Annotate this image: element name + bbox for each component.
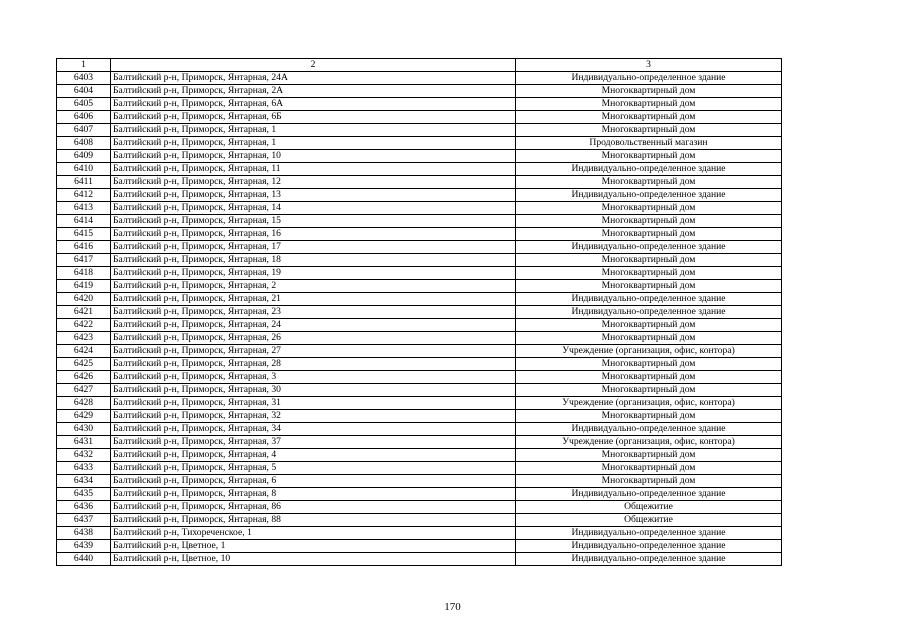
row-number-cell: 6411	[57, 176, 111, 189]
object-type-cell: Многоквартирный дом	[516, 111, 782, 124]
table-row	[57, 436, 782, 449]
object-type-cell: Многоквартирный дом	[516, 475, 782, 488]
document-table	[56, 58, 782, 566]
object-type-cell: Многоквартирный дом	[516, 202, 782, 215]
object-type-cell: Многоквартирный дом	[516, 85, 782, 98]
address-cell: Балтийский р-н, Приморск, Янтарная, 21	[111, 293, 516, 306]
row-number-cell: 6415	[57, 228, 111, 241]
address-cell: Балтийский р-н, Приморск, Янтарная, 24	[111, 319, 516, 332]
address-cell: Балтийский р-н, Тихореченское, 1	[111, 527, 516, 540]
row-number-cell: 6424	[57, 345, 111, 358]
row-number-cell: 6423	[57, 332, 111, 345]
table-row	[57, 124, 782, 137]
row-number-cell: 6422	[57, 319, 111, 332]
table-header-row	[57, 59, 782, 72]
table-row	[57, 475, 782, 488]
table-row	[57, 501, 782, 514]
address-cell: Балтийский р-н, Приморск, Янтарная, 12	[111, 176, 516, 189]
object-type-cell: Учреждение (организация, офис, контора)	[516, 397, 782, 410]
address-cell: Балтийский р-н, Приморск, Янтарная, 17	[111, 241, 516, 254]
table-row	[57, 176, 782, 189]
row-number-cell: 6430	[57, 423, 111, 436]
address-cell: Балтийский р-н, Приморск, Янтарная, 2А	[111, 85, 516, 98]
row-number-cell: 6419	[57, 280, 111, 293]
object-type-cell: Многоквартирный дом	[516, 384, 782, 397]
address-cell: Балтийский р-н, Приморск, Янтарная, 16	[111, 228, 516, 241]
row-number-cell: 6408	[57, 137, 111, 150]
row-number-cell: 6404	[57, 85, 111, 98]
object-type-cell: Учреждение (организация, офис, контора)	[516, 436, 782, 449]
row-number-cell: 6427	[57, 384, 111, 397]
row-number-cell: 6414	[57, 215, 111, 228]
table-row	[57, 111, 782, 124]
row-number-cell: 6426	[57, 371, 111, 384]
table-row	[57, 345, 782, 358]
row-number-cell: 6406	[57, 111, 111, 124]
address-cell: Балтийский р-н, Приморск, Янтарная, 18	[111, 254, 516, 267]
table-row	[57, 514, 782, 527]
address-cell: Балтийский р-н, Цветное, 1	[111, 540, 516, 553]
table-row	[57, 553, 782, 566]
table-row	[57, 137, 782, 150]
table-row	[57, 488, 782, 501]
address-cell: Балтийский р-н, Приморск, Янтарная, 15	[111, 215, 516, 228]
row-number-cell: 6412	[57, 189, 111, 202]
address-cell: Балтийский р-н, Приморск, Янтарная, 2	[111, 280, 516, 293]
row-number-cell: 6432	[57, 449, 111, 462]
table-row	[57, 72, 782, 85]
object-type-cell: Многоквартирный дом	[516, 410, 782, 423]
object-type-cell: Индивидуально-определенное здание	[516, 540, 782, 553]
object-type-cell: Продовольственный магазин	[516, 137, 782, 150]
address-cell: Балтийский р-н, Приморск, Янтарная, 24А	[111, 72, 516, 85]
address-cell: Балтийский р-н, Приморск, Янтарная, 28	[111, 358, 516, 371]
row-number-cell: 6425	[57, 358, 111, 371]
row-number-cell: 6435	[57, 488, 111, 501]
row-number-cell: 6416	[57, 241, 111, 254]
address-cell: Балтийский р-н, Приморск, Янтарная, 26	[111, 332, 516, 345]
row-number-cell: 6434	[57, 475, 111, 488]
row-number-cell: 6429	[57, 410, 111, 423]
table-row	[57, 410, 782, 423]
object-type-cell: Индивидуально-определенное здание	[516, 423, 782, 436]
address-cell: Балтийский р-н, Приморск, Янтарная, 37	[111, 436, 516, 449]
row-number-cell: 6417	[57, 254, 111, 267]
address-cell: Балтийский р-н, Приморск, Янтарная, 5	[111, 462, 516, 475]
table-row	[57, 371, 782, 384]
address-cell: Балтийский р-н, Цветное, 10	[111, 553, 516, 566]
address-cell: Балтийский р-н, Приморск, Янтарная, 6А	[111, 98, 516, 111]
row-number-cell: 6436	[57, 501, 111, 514]
object-type-cell: Индивидуально-определенное здание	[516, 241, 782, 254]
row-number-cell: 6428	[57, 397, 111, 410]
table-body	[57, 72, 782, 566]
object-type-cell: Индивидуально-определенное здание	[516, 189, 782, 202]
object-type-cell: Индивидуально-определенное здание	[516, 553, 782, 566]
object-type-cell: Многоквартирный дом	[516, 267, 782, 280]
object-type-cell: Многоквартирный дом	[516, 228, 782, 241]
address-cell: Балтийский р-н, Приморск, Янтарная, 14	[111, 202, 516, 215]
address-cell: Балтийский р-н, Приморск, Янтарная, 1	[111, 124, 516, 137]
table-row	[57, 332, 782, 345]
object-type-cell: Многоквартирный дом	[516, 215, 782, 228]
address-cell: Балтийский р-н, Приморск, Янтарная, 4	[111, 449, 516, 462]
address-cell: Балтийский р-н, Приморск, Янтарная, 10	[111, 150, 516, 163]
table-row	[57, 163, 782, 176]
row-number-cell: 6421	[57, 306, 111, 319]
table-row	[57, 254, 782, 267]
object-type-cell: Многоквартирный дом	[516, 371, 782, 384]
row-number-cell: 6440	[57, 553, 111, 566]
address-cell: Балтийский р-н, Приморск, Янтарная, 88	[111, 514, 516, 527]
table-row	[57, 462, 782, 475]
row-number-cell: 6438	[57, 527, 111, 540]
row-number-cell: 6413	[57, 202, 111, 215]
table-row	[57, 423, 782, 436]
table-row	[57, 189, 782, 202]
table-row	[57, 397, 782, 410]
table-row	[57, 85, 782, 98]
address-cell: Балтийский р-н, Приморск, Янтарная, 30	[111, 384, 516, 397]
address-cell: Балтийский р-н, Приморск, Янтарная, 11	[111, 163, 516, 176]
address-cell: Балтийский р-н, Приморск, Янтарная, 6	[111, 475, 516, 488]
address-cell: Балтийский р-н, Приморск, Янтарная, 34	[111, 423, 516, 436]
table-row	[57, 306, 782, 319]
page-number: 170	[444, 601, 461, 613]
header-col-2: 2	[111, 59, 516, 72]
row-number-cell: 6433	[57, 462, 111, 475]
object-type-cell: Общежитие	[516, 514, 782, 527]
address-cell: Балтийский р-н, Приморск, Янтарная, 3	[111, 371, 516, 384]
table-row	[57, 449, 782, 462]
table-row	[57, 319, 782, 332]
table-row	[57, 540, 782, 553]
table-row	[57, 280, 782, 293]
row-number-cell: 6409	[57, 150, 111, 163]
object-type-cell: Многоквартирный дом	[516, 150, 782, 163]
object-type-cell: Общежитие	[516, 501, 782, 514]
table-row	[57, 98, 782, 111]
object-type-cell: Многоквартирный дом	[516, 254, 782, 267]
header-col-3: 3	[516, 59, 782, 72]
object-type-cell: Многоквартирный дом	[516, 98, 782, 111]
object-type-cell: Индивидуально-определенное здание	[516, 488, 782, 501]
table-row	[57, 384, 782, 397]
address-cell: Балтийский р-н, Приморск, Янтарная, 32	[111, 410, 516, 423]
address-cell: Балтийский р-н, Приморск, Янтарная, 6Б	[111, 111, 516, 124]
address-cell: Балтийский р-н, Приморск, Янтарная, 8	[111, 488, 516, 501]
address-cell: Балтийский р-н, Приморск, Янтарная, 13	[111, 189, 516, 202]
object-type-cell: Индивидуально-определенное здание	[516, 163, 782, 176]
row-number-cell: 6418	[57, 267, 111, 280]
object-type-cell: Многоквартирный дом	[516, 332, 782, 345]
address-cell: Балтийский р-н, Приморск, Янтарная, 27	[111, 345, 516, 358]
table-row	[57, 358, 782, 371]
header-col-1: 1	[57, 59, 111, 72]
row-number-cell: 6431	[57, 436, 111, 449]
address-cell: Балтийский р-н, Приморск, Янтарная, 19	[111, 267, 516, 280]
row-number-cell: 6420	[57, 293, 111, 306]
object-type-cell: Многоквартирный дом	[516, 462, 782, 475]
table-row	[57, 527, 782, 540]
table-row	[57, 293, 782, 306]
address-cell: Балтийский р-н, Приморск, Янтарная, 31	[111, 397, 516, 410]
row-number-cell: 6439	[57, 540, 111, 553]
row-number-cell: 6437	[57, 514, 111, 527]
table-row	[57, 241, 782, 254]
address-cell: Балтийский р-н, Приморск, Янтарная, 23	[111, 306, 516, 319]
object-type-cell: Многоквартирный дом	[516, 319, 782, 332]
row-number-cell: 6405	[57, 98, 111, 111]
object-type-cell: Многоквартирный дом	[516, 176, 782, 189]
object-type-cell: Учреждение (организация, офис, контора)	[516, 345, 782, 358]
address-cell: Балтийский р-н, Приморск, Янтарная, 1	[111, 137, 516, 150]
object-type-cell: Многоквартирный дом	[516, 358, 782, 371]
object-type-cell: Индивидуально-определенное здание	[516, 72, 782, 85]
table-row	[57, 215, 782, 228]
table-row	[57, 150, 782, 163]
object-type-cell: Многоквартирный дом	[516, 124, 782, 137]
address-cell: Балтийский р-н, Приморск, Янтарная, 86	[111, 501, 516, 514]
row-number-cell: 6407	[57, 124, 111, 137]
object-type-cell: Индивидуально-определенное здание	[516, 293, 782, 306]
object-type-cell: Индивидуально-определенное здание	[516, 527, 782, 540]
table-row	[57, 267, 782, 280]
object-type-cell: Многоквартирный дом	[516, 280, 782, 293]
table-row	[57, 202, 782, 215]
table-row	[57, 228, 782, 241]
object-type-cell: Индивидуально-определенное здание	[516, 306, 782, 319]
row-number-cell: 6403	[57, 72, 111, 85]
object-type-cell: Многоквартирный дом	[516, 449, 782, 462]
row-number-cell: 6410	[57, 163, 111, 176]
